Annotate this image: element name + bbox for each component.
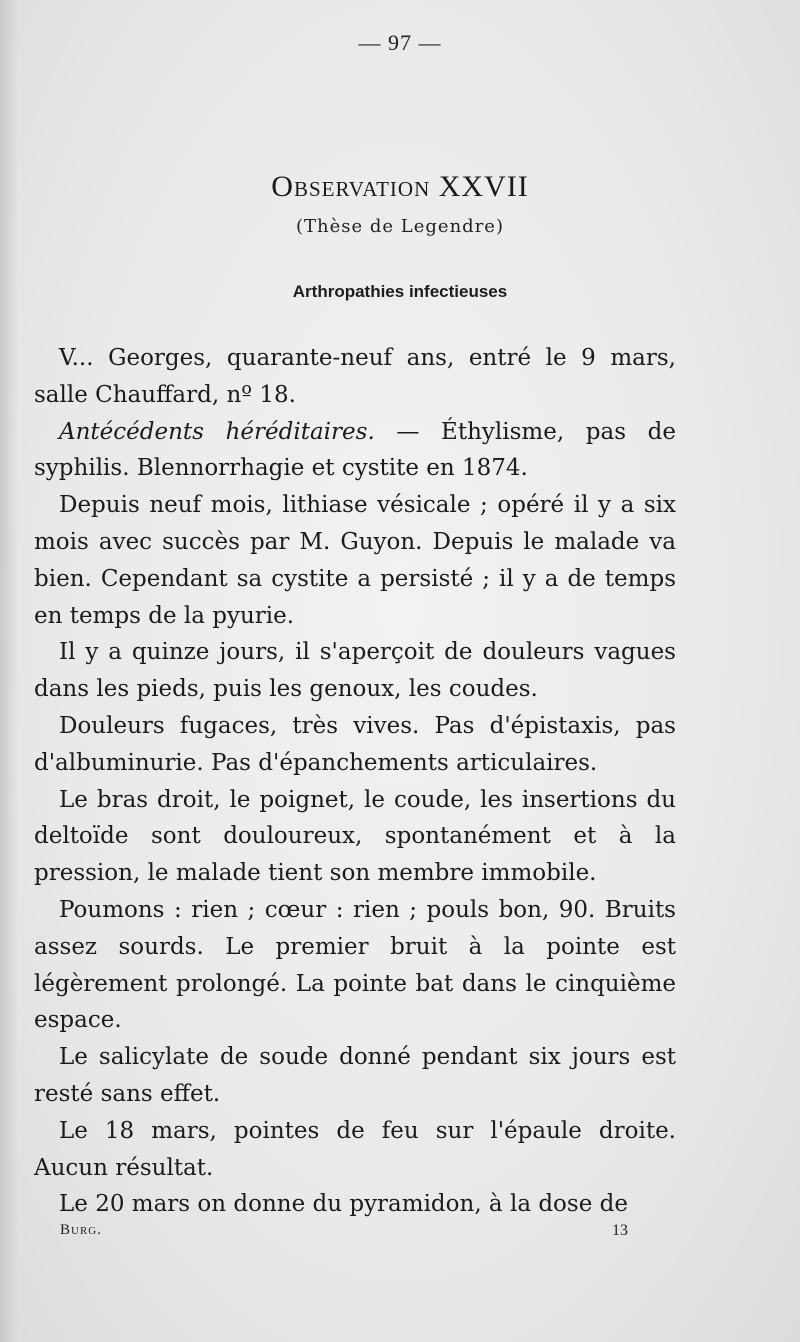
paragraph-5: Douleurs fugaces, très vives. Pas d'épistaxis, pas d'albuminurie. Pas d'épanchements articulaires. — [34, 712, 676, 776]
observation-subtitle: (Thèse de Legendre) — [296, 216, 504, 237]
paragraph-2-lead: Antécédents héréditaires. — [59, 418, 375, 445]
body-text — [34, 340, 676, 1223]
footer-sheet-number: 13 — [612, 1222, 628, 1239]
paragraph-2-rest: — Éthylisme, pas de syphilis. Blennorrhagie et cystite en 1874. — [34, 418, 676, 482]
observation-heading: Arthropathies infectieuses — [292, 282, 508, 301]
paragraph-2 — [34, 414, 676, 488]
paragraph-4: Il y a quinze jours, il s'aperçoit de douleurs vagues dans les pieds, puis les genoux, les coudes. — [34, 639, 676, 703]
paragraph-10: Le 20 mars on donne du pyramidon, à la dose de — [59, 1191, 628, 1218]
paragraph-8: Le salicylate de soude donné pendant six jours est resté sans effet. — [34, 1044, 676, 1107]
page-number: — 97 — — [358, 30, 442, 55]
paragraph-7: Poumons : rien ; cœur : rien ; pouls bon, 90. Bruits assez sourds. Le premier bruit à la pointe est légèrement prolongé. La pointe bat dans le cinquième espace. — [34, 896, 676, 1034]
paragraph-9: Le 18 mars, pointes de feu sur l'épaule droite. Aucun résultat. — [34, 1117, 676, 1181]
paragraph-1: V... Georges, quarante-neuf ans, entré le 9 mars, salle Chauffard, nº 18. — [34, 345, 676, 408]
paragraph-3: Depuis neuf mois, lithiase vésicale ; opéré il y a six mois avec succès par M. Guyon. Depuis le malade va bien. Cependant sa cystite a persisté ; il y a de temps en temps de la pyurie. — [34, 492, 676, 629]
paragraph-6: Le bras droit, le poignet, le coude, les insertions du deltoïde sont douloureux, spontanément et à la pression, le malade tient son membre immobile. — [34, 786, 676, 887]
observation-title: Observation XXVII — [271, 170, 529, 203]
footer-signature: Burg. — [60, 1222, 102, 1238]
